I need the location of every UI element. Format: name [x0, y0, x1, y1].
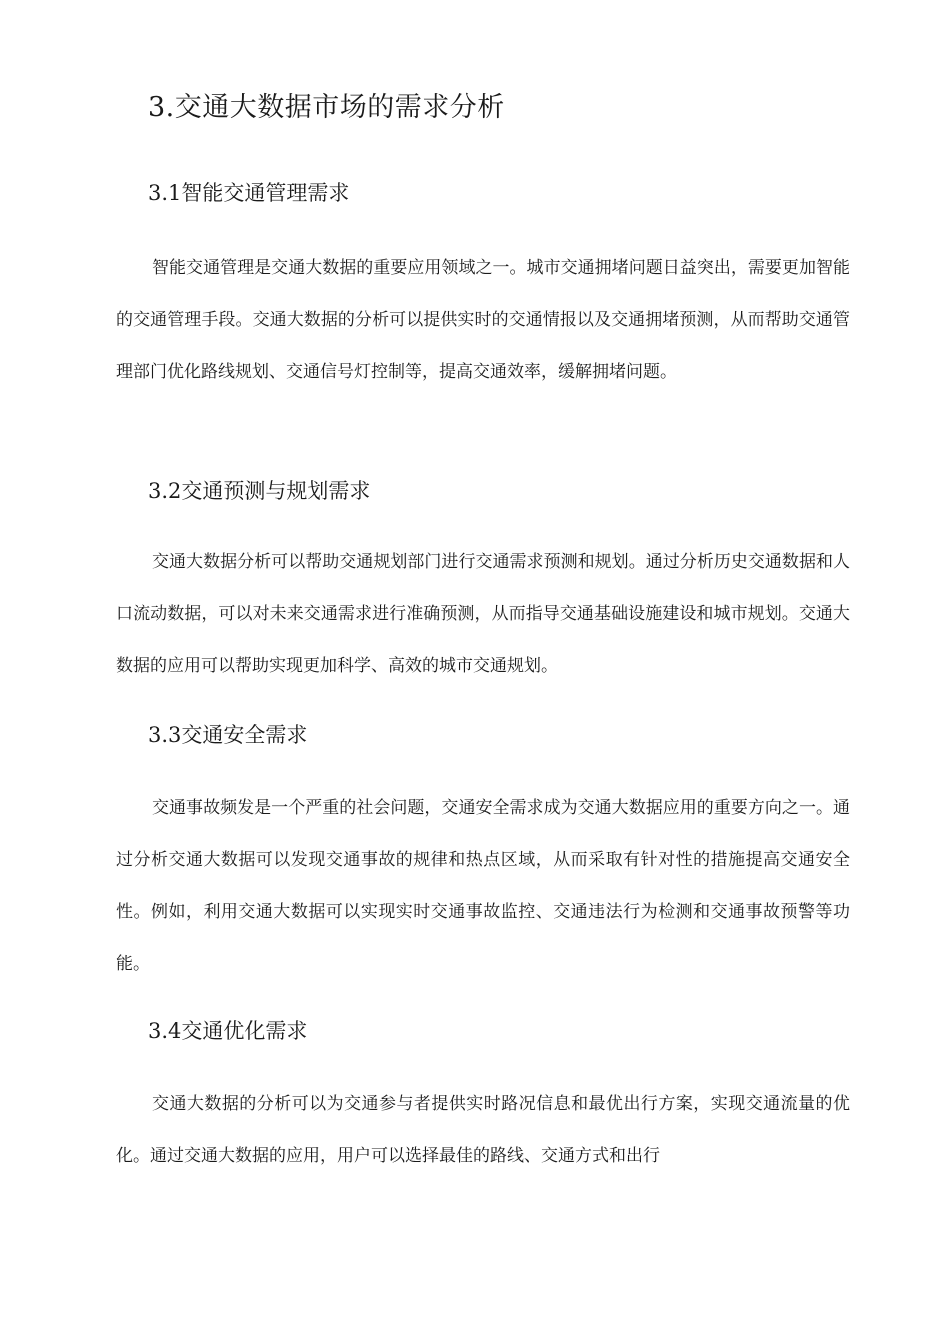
paragraph-3-3: 交通事故频发是一个严重的社会问题，交通安全需求成为交通大数据应用的重要方向之一。通过分析交通大数据可以发现交通事故的规律和热点区域，从而采取有针对性的措施提高交通安全性。例如，利用交通大数据可以实现实时交通事故监控、交通违法行为检测和交通事故预警等功能。 [116, 798, 850, 974]
subsection-heading-3-4: 3.4交通优化需求 [148, 1019, 308, 1043]
paragraph-3-2: 交通大数据分析可以帮助交通规划部门进行交通需求预测和规划。通过分析历史交通数据和人口流动数据，可以对未来交通需求进行准确预测，从而指导交通基础设施建设和城市规划。交通大数据的应用可以帮助实现更加科学、高效的城市交通规划。 [116, 552, 850, 676]
paragraph-3-4: 交通大数据的分析可以为交通参与者提供实时路况信息和最优出行方案，实现交通流量的优化。通过交通大数据的应用，用户可以选择最佳的路线、交通方式和出行 [116, 1094, 850, 1166]
subsection-heading-3-3: 3.3交通安全需求 [148, 723, 308, 747]
subsection-heading-3-2: 3.2交通预测与规划需求 [148, 479, 371, 503]
subsection-heading-3-1: 3.1智能交通管理需求 [148, 181, 350, 205]
paragraph-3-1: 智能交通管理是交通大数据的重要应用领域之一。城市交通拥堵问题日益突出，需要更加智能的交通管理手段。交通大数据的分析可以提供实时的交通情报以及交通拥堵预测，从而帮助交通管理部门优化路线规划、交通信号灯控制等，提高交通效率，缓解拥堵问题。 [116, 258, 850, 382]
section-title: 3.交通大数据市场的需求分析 [148, 92, 505, 123]
